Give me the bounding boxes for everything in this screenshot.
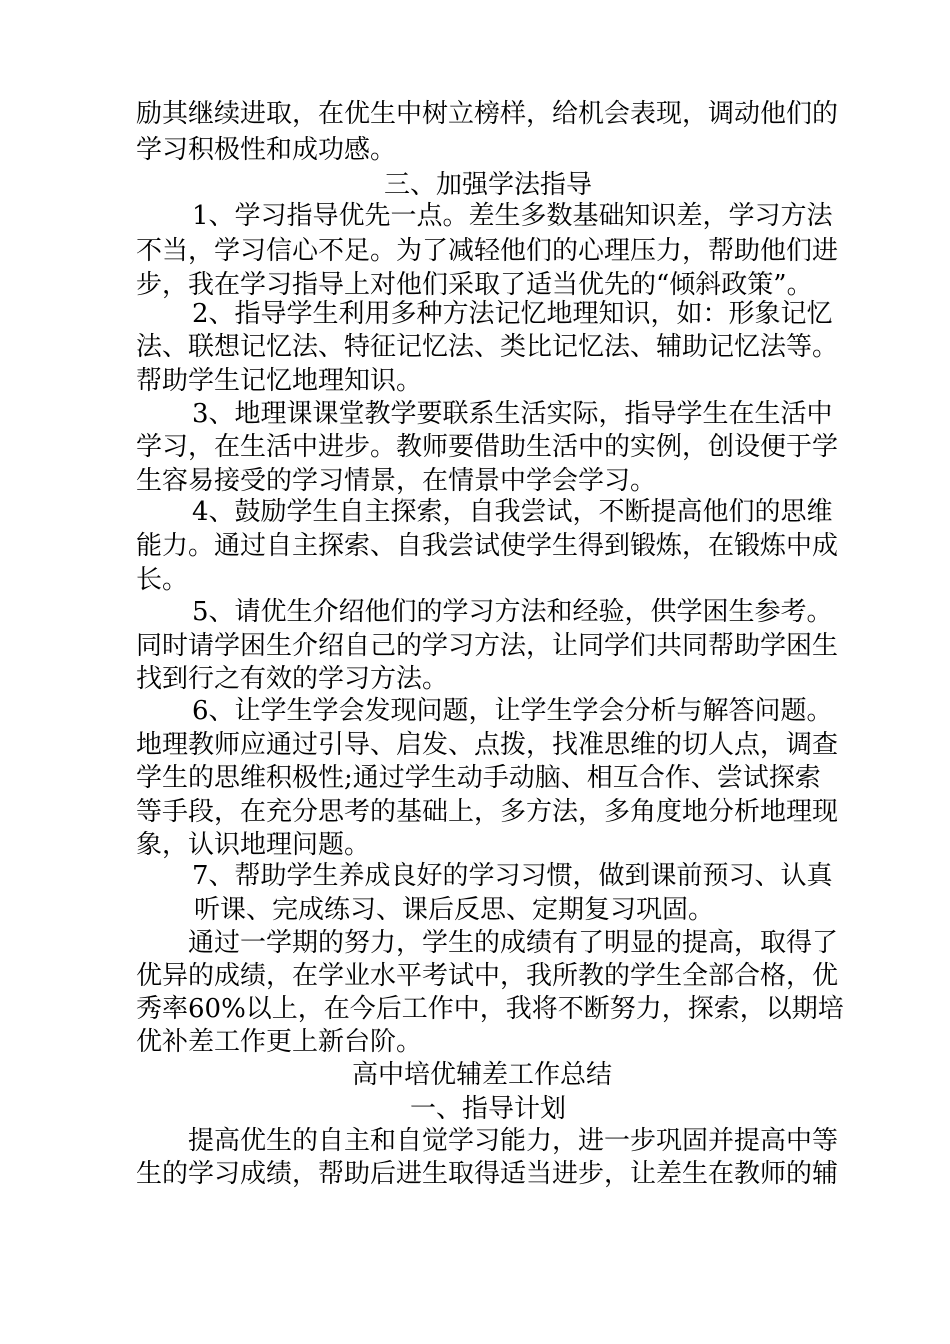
text-line: 听课、完成练习、课后反思、定期复习巩固。: [194, 895, 715, 925]
text-line: 优异的成绩，在学业水平考试中，我所教的学生全部合格，优: [136, 961, 839, 991]
text-line: 生容易接受的学习情景，在情景中学会学习。: [136, 466, 657, 496]
text-line: 学习积极性和成功感。: [136, 135, 397, 165]
text-line: 2、指导学生利用多种方法记忆地理知识，如：形象记忆: [192, 299, 833, 329]
text-line: 帮助学生记忆地理知识。: [136, 366, 423, 396]
text-line: 步，我在学习指导上对他们采取了适当优先的“倾斜政策”。: [136, 270, 813, 300]
text-line: 找到行之有效的学习方法。: [136, 664, 449, 694]
text-line: 不当，学习信心不足。为了减轻他们的心理压力，帮助他们进: [136, 236, 839, 266]
document-subtitle: 高中培优辅差工作总结: [352, 1060, 613, 1090]
text-line: 能力。通过自主探索、自我尝试使学生得到锻炼，在锻炼中成: [136, 531, 839, 561]
text-line: 生的学习成绩，帮助后进生取得适当进步，让差生在教师的辅: [136, 1159, 839, 1189]
text-line: 1、学习指导优先一点。差生多数基础知识差，学习方法: [192, 201, 833, 231]
section-heading: 一、指导计划: [410, 1094, 567, 1124]
text-line: 地理教师应通过引导、启发、点拨，找准思维的切人点，调查: [136, 730, 839, 760]
text-line: 6、让学生学会发现问题，让学生学会分析与解答问题。: [192, 696, 833, 726]
text-line: 等手段，在充分思考的基础上，多方法，多角度地分析地理现: [136, 797, 839, 827]
text-line: 通过一学期的努力，学生的成绩有了明显的提高，取得了: [188, 928, 839, 958]
text-line: 5、请优生介绍他们的学习方法和经验，供学困生参考。: [192, 597, 833, 627]
text-line: 学生的思维积极性;通过学生动手动脑、相互合作、尝试探索: [136, 763, 821, 793]
text-line: 同时请学困生介绍自己的学习方法，让同学们共同帮助学困生: [136, 631, 839, 661]
text-line: 励其继续进取，在优生中树立榜样，给机会表现，调动他们的: [136, 99, 839, 129]
text-line: 秀率60%以上，在今后工作中，我将不断努力，探索，以期培: [136, 994, 844, 1024]
text-line: 优补差工作更上新台阶。: [136, 1027, 423, 1057]
text-line: 法、联想记忆法、特征记忆法、类比记忆法、辅助记忆法等。: [136, 332, 839, 362]
section-heading: 三、加强学法指导: [384, 170, 593, 200]
text-line: 3、地理课课堂教学要联系生活实际，指导学生在生活中: [192, 399, 833, 429]
text-line: 提高优生的自主和自觉学习能力，进一步巩固并提高中等: [188, 1126, 839, 1156]
text-line: 象，认识地理问题。: [136, 830, 371, 860]
text-line: 7、帮助学生养成良好的学习习惯，做到课前预习、认真: [192, 861, 833, 891]
text-line: 长。: [136, 565, 189, 595]
text-line: 学习，在生活中进步。教师要借助生活中的实例，创设便于学: [136, 432, 839, 462]
text-line: 4、鼓励学生自主探索，自我尝试，不断提高他们的思维: [192, 497, 833, 527]
